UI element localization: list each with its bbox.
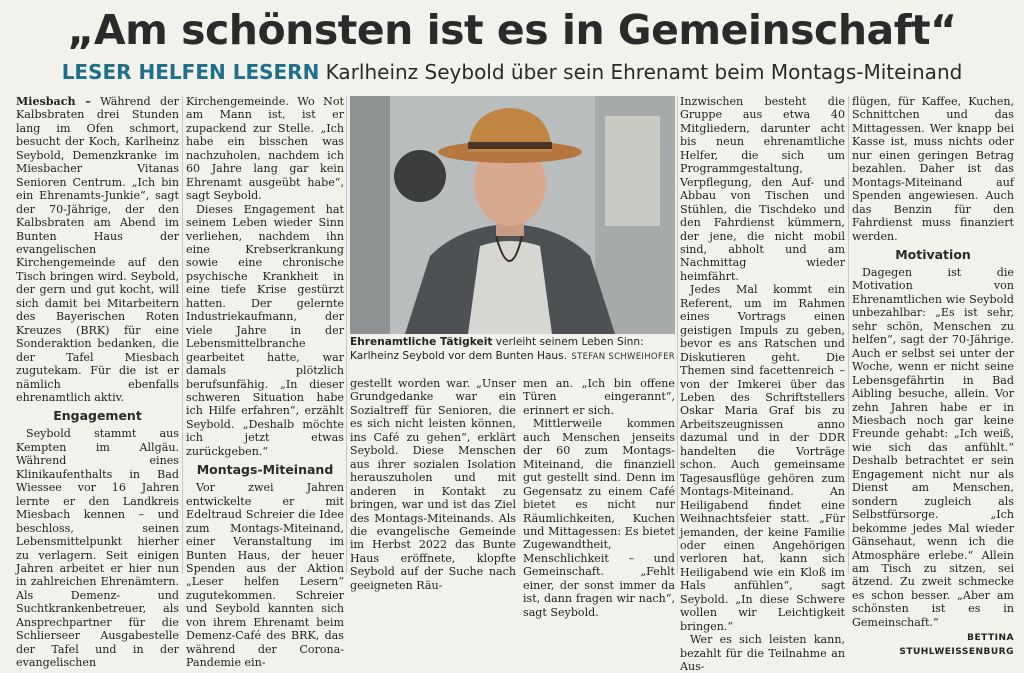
- article-column-4: [523, 377, 675, 619]
- subtitle-text: Karlheinz Seybold über sein Ehrenamt beim Montags-Miteinand: [325, 60, 963, 84]
- paragraph-text: Während der Kalbsbraten drei Stunden lang im Ofen schmort, besucht der Koch, Karlheinz Seybold, Demenzkranke im Miesbacher Vitanas Senioren Centrum. „Ich bin ein Ehrenamts-Junkie“, sagt der 70-Jährige, der den Kalbsbraten am Abend im Bunten Haus der evangelischen Kirchengemeinde auf den Tisch bringen wird. Seybold, der gern und gut kocht, will sich damit bei Mitarbeitern des Bayerischen Roten Kreuzes (BRK) für eine Sonderaktion bedanken, die der Tafel Miesbach zugutekam. Für die ist er nämlich ebenfalls ehrenamtlich aktiv.: [16, 95, 179, 404]
- paragraph: men an. „Ich bin offene Türen eingerannt“, erinnert er sich.: [523, 377, 675, 417]
- portrait-photo: [350, 96, 675, 334]
- paragraph: Mittlerweile kommen auch Menschen jenseits der 60 zum Montags-Miteinand, die finanziell gut gestellt sind. Denn im Gegensatz zu einem Café bietet es nicht nur Räumlichkeiten, Kuchen und Mittagessen: Es bietet Zugewandtheit, Menschlichkeit – und Gemeinschaft. „Fehlt einer, der sonst immer da ist, dann fragen wir nach“, sagt Seybold.: [523, 417, 675, 619]
- author-byline: BETTINA STUHLWEISSENBURG: [899, 633, 1014, 657]
- paragraph: Kirchengemeinde. Wo Not am Mann ist, ist er zupackend zur Stelle. „Ich habe ein bisschen was nachzuholen, nachdem ich 60 Jahre lang gar kein Ehrenamt ausgeübt habe“, sagt Seybold.: [186, 95, 344, 203]
- paragraph: Inzwischen besteht die Gruppe aus etwa 40 Mitgliedern, darunter acht bis neun ehrenamtliche Helfer, die sich um Programmgestaltung, Verpflegung, den Auf- und Abbau von Tischen und Stühlen, die Tischdeko und den Fahrdienst kümmern, der jene, die nicht mobil sind, abholt und am Nachmittag wieder heimfährt.: [680, 95, 845, 283]
- photo-credit: STEFAN SCHWEIHOFER: [571, 352, 675, 362]
- caption-text: verleiht seinem Leben Sinn: Karlheinz Seybold vor dem Bunten Haus.: [350, 336, 644, 362]
- paragraph: Seybold stammt aus Kempten im Allgäu. Während eines Klinikaufenthalts in Bad Wiessee vor 16 Jahren lernte er den Landkreis Miesbach kennen – und beschloss, seinen Lebensmittelpunkt hierher zu verlagern. Seit einigen Jahren arbeitet er hier nun in zahlreichen Ehrenämtern. Als Demenz- und Suchtkrankenbetreuer, als Ansprechpartner für die Schlierseer Ausgabestelle der Tafel und in der evangelischen: [16, 427, 179, 670]
- article-subtitle: [0, 58, 1024, 86]
- article-headline: „Am schönsten ist es in Gemeinschaft“: [67, 6, 957, 54]
- section-heading: Engagement: [53, 408, 142, 424]
- window-pane: [605, 116, 660, 226]
- wall-decoration: [394, 150, 446, 202]
- kicker-label: LESER HELFEN LESERN: [61, 60, 320, 84]
- column-rule: [677, 96, 678, 574]
- article-column-5: [680, 95, 845, 673]
- section-heading: Motivation: [895, 246, 971, 262]
- paragraph: gestellt worden war. „Unser Grundgedanke war ein Sozialtreff für Senioren, die es sich nicht leisten können, ins Café zu gehen“, erklärt Seybold. Diese Menschen aus ihrer sozialen Isolation herauszuholen und mit anderen in Kontakt zu bringen, war und ist das Ziel des Montags-Miteinands. Als die evangelische Gemeinde im Herbst 2022 das Bunte Haus eröffnete, klopfte Seybold auf der Suche nach geeigneten Räu-: [350, 377, 516, 592]
- article-column-2: [186, 95, 344, 670]
- portrait-illustration: [350, 96, 675, 334]
- article-column-6: [852, 95, 1014, 659]
- paragraph: flügen, für Kaffee, Kuchen, Schnittchen und das Mittagessen. Wer knapp bei Kasse ist, muss nichts oder nur einen geringen Betrag bezahlen. Daher ist das Montags-Miteinand auf Spenden angewiesen. Auch das Benzin für den Fahrdienst muss finanziert werden.: [852, 95, 1014, 243]
- paragraph: Wer es sich leisten kann, bezahlt für die Teilnahme an Aus-: [680, 633, 845, 673]
- paragraph: [16, 95, 179, 404]
- column-rule: [848, 96, 849, 574]
- dateline: Miesbach –: [16, 95, 91, 108]
- paragraph: Vor zwei Jahren entwickelte er mit Edeltraud Schreier die Idee zum Montags-Miteinand, einer Veranstaltung im Bunten Haus, der heuer Spenden aus der Aktion „Leser helfen Lesern“ zugutekommen. Schreier und Seybold kannten sich von ihrem Ehrenamt beim Demenz-Café des BRK, das während der Corona-Pandemie ein-: [186, 481, 344, 670]
- caption-lead: Ehrenamtliche Tätigkeit: [350, 336, 493, 348]
- hat-band: [468, 142, 552, 149]
- paragraph: Jedes Mal kommt ein Referent, um im Rahmen eines Vortrags einen geistigen Impuls zu geben, bevor es ans Ratschen und Diskutieren geht. Die Themen sind facettenreich – von der Imkerei über das Leben des Schriftstellers Oskar Maria Graf bis zu Arbeitszeugnissen anno dazumal und in der DDR handelten die Vorträge schon. Auch gemeinsame Tagesausflüge gehören zum Montags-Miteinand. An Heiligabend findet eine Weihnachtsfeier statt. „Für jemanden, der keine Familie oder einen Angehörigen verloren hat, kann sich Heiligabend wie ein Kloß im Hals anfühlen“, sagt Seybold. „In diese Schwere wollen wir Leichtigkeit bringen.“: [680, 283, 845, 633]
- article-column-1: [16, 95, 179, 670]
- column-rule: [346, 96, 347, 574]
- shirt: [468, 241, 552, 334]
- article-column-3: [350, 377, 516, 592]
- column-rule: [182, 96, 183, 574]
- paragraph: Dagegen ist die Motivation von Ehrenamtlichen wie Seybold unbezahlbar: „Es ist sehr, sehr schön, Menschen zu helfen“, sagt der 70-Jährige. Auch er selbst sei unter der Woche, wenn er nicht seine Lebensgefährtin in Bad Aibling besuche, allein. Vor zehn Jahren habe er in Miesbach noch gar keine Freunde gehabt: „Ich weiß, wie sich das anfühlt.“ Deshalb betrachtet er sein Engagement nicht nur als Dienst am Menschen, sondern zugleich als Selbstfürsorge. „Ich bekomme jedes Mal wieder Gänsehaut, wenn ich die Atmosphäre erlebe.“ Allein am Tisch zu sitzen, sei ätzend. Zu zweit schmecke es schon besser. „Aber am schönsten ist es in Gemeinschaft.“: [852, 265, 1014, 629]
- doorframe-left: [350, 96, 390, 334]
- section-heading: Montags-Miteinand: [196, 462, 334, 478]
- paragraph: Dieses Engagement hat seinem Leben wieder Sinn verliehen, nachdem ihn eine Krebserkrankung sowie eine chronische psychische Krankheit in eine tiefe Krise gestürzt hatten. Der gelernte Industriekaufmann, der viele Jahre in der Lebensmittelbranche gearbeitet hatte, war damals plötzlich berufsunfähig. „In dieser schweren Situation habe ich Hilfe erfahren“, erzählt Seybold. „Deshalb möchte ich jetzt etwas zurückgeben.“: [186, 202, 344, 458]
